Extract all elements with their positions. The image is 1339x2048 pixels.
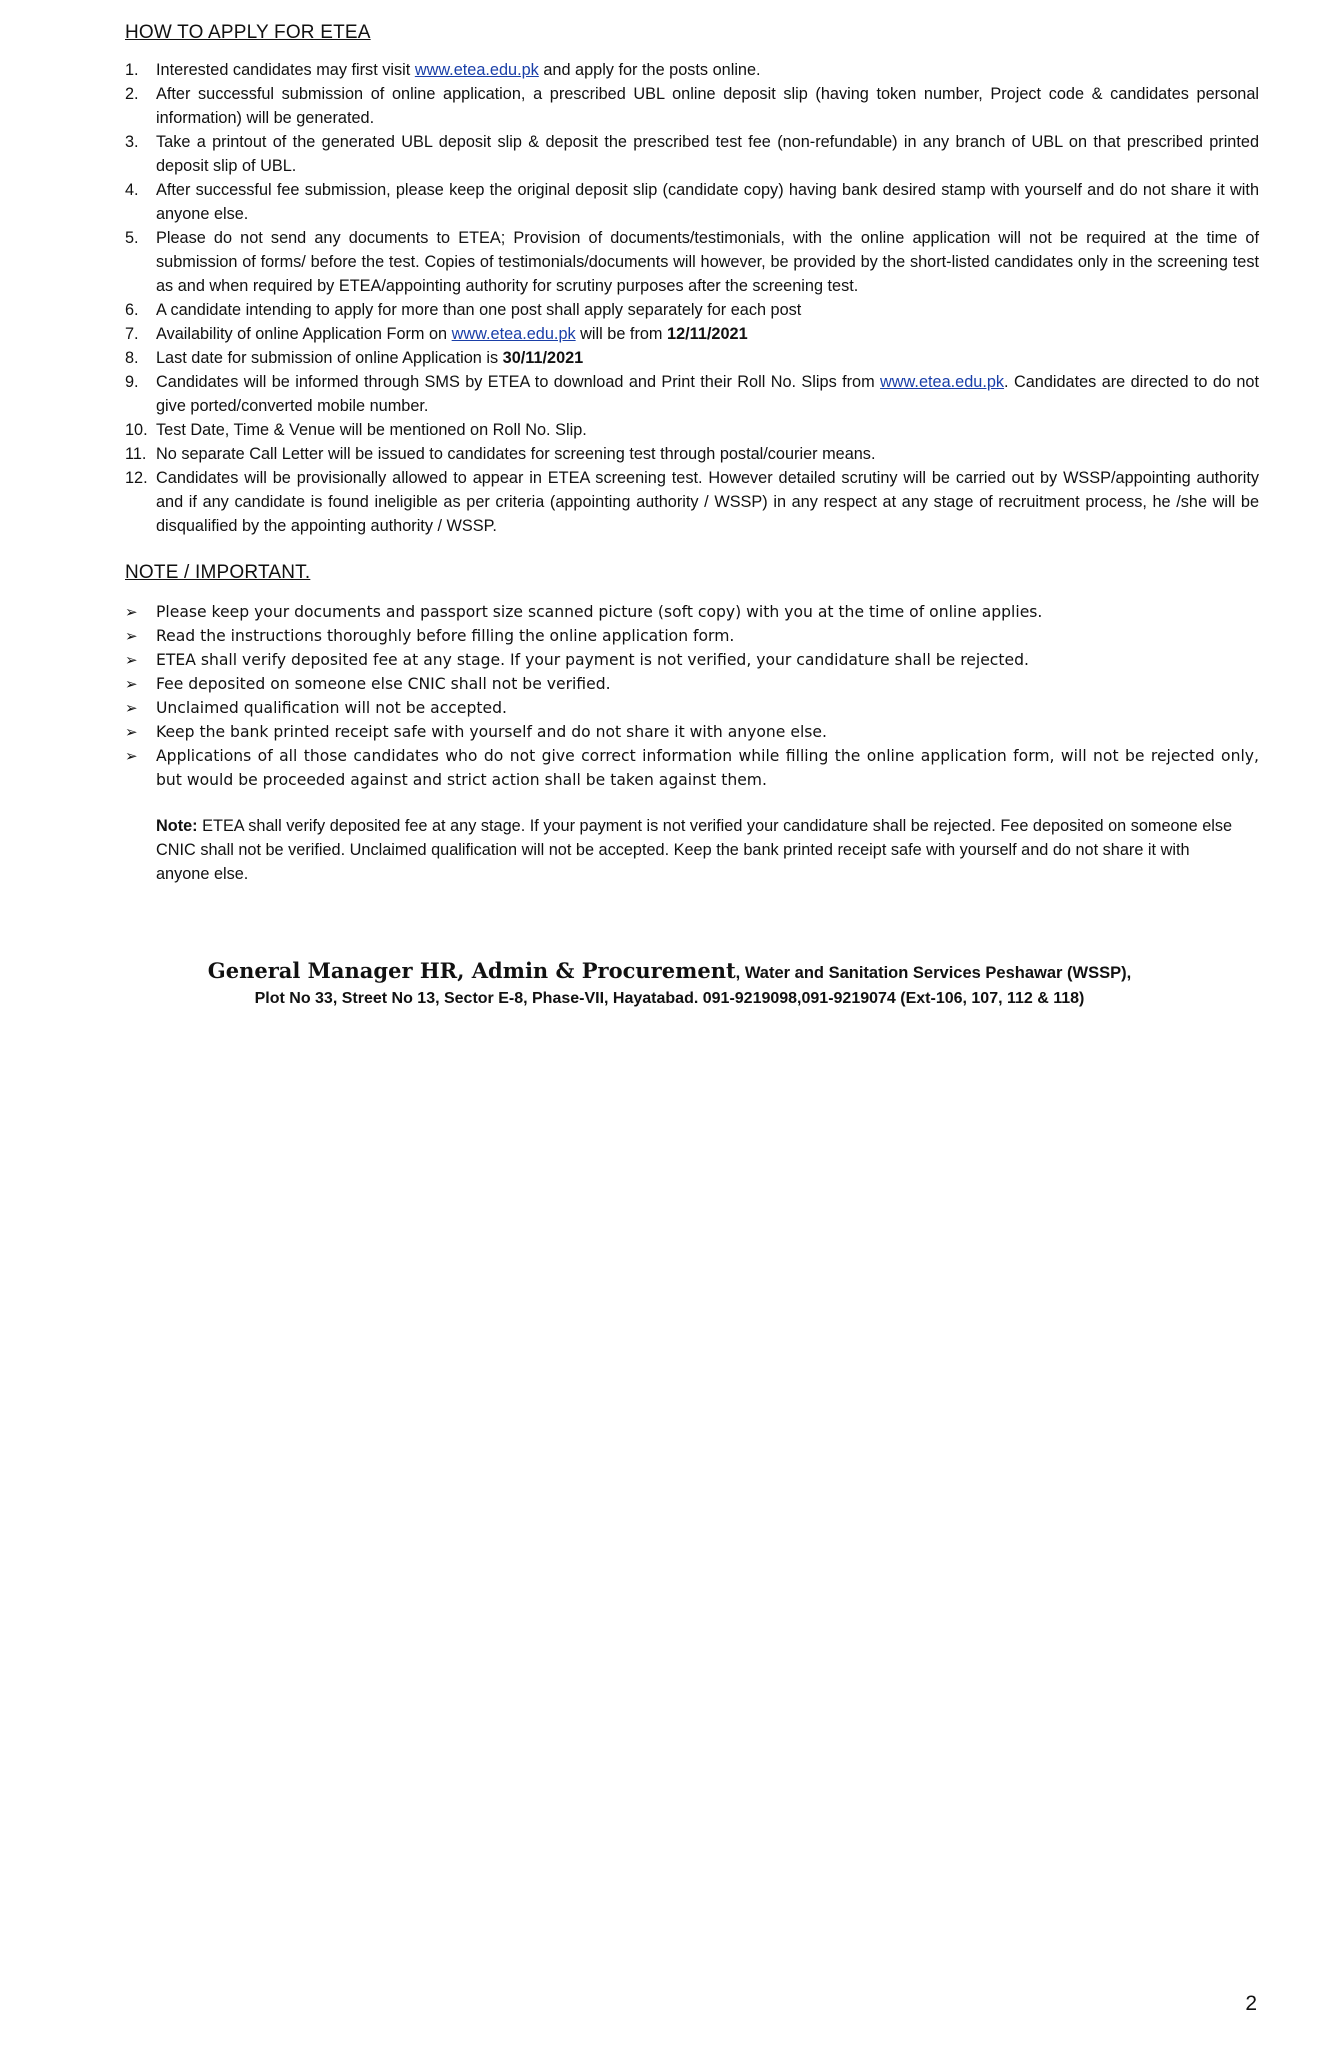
list-item <box>125 672 1259 696</box>
arrow-bullet-icon: ➢ <box>125 699 138 717</box>
list-item <box>125 58 1259 82</box>
list-item <box>125 82 1259 130</box>
item-number: 1. <box>125 61 139 79</box>
list-item <box>125 696 1259 720</box>
contact-address: Plot No 33, Street No 13, Sector E-8, Phase-VII, Hayatabad. 091-9219098,091-9219074 (Ext-106, 107, 112 & 118) <box>254 990 1085 1007</box>
list-item <box>125 442 1259 466</box>
item-text: After successful fee submission, please keep the original deposit slip (candidate copy) having bank desired stamp with yourself and do not share it with anyone else. <box>156 181 1259 223</box>
start-date: 12/11/2021 <box>667 325 748 343</box>
item-number: 9. <box>125 373 139 391</box>
item-number: 5. <box>125 229 139 247</box>
arrow-bullet-icon: ➢ <box>125 675 138 693</box>
item-number: 3. <box>125 133 139 151</box>
etea-link[interactable]: www.etea.edu.pk <box>414 61 539 79</box>
item-text: Candidates will be provisionally allowed to appear in ETEA screening test. However detailed scrutiny will be carried out by WSSP/appointing authority and if any candidate is found ineligible as per criteria (appointing authority / WSSP) in any respect at any stage of recruitment process, he /she will be disqualified by the appointing authority / WSSP. <box>156 469 1259 535</box>
item-text: Please do not send any documents to ETEA; Provision of documents/testimonials, with the online application will not be required at the time of submission of forms/ before the test. Copies of testimonials/documents will however, be provided by the short-listed candidates only in the screening test as and when required by ETEA/appointing authority for scrutiny purposes after the screening test. <box>156 229 1259 295</box>
item-text: Test Date, Time & Venue will be mentioned on Roll No. Slip. <box>156 421 587 439</box>
item-text: No separate Call Letter will be issued to candidates for screening test through postal/courier means. <box>156 445 876 463</box>
list-item <box>125 648 1259 672</box>
list-item <box>125 346 1259 370</box>
bullet-text: Unclaimed qualification will not be accepted. <box>156 699 507 717</box>
signature-footer <box>0 957 1339 1011</box>
list-item <box>125 600 1259 624</box>
list-item <box>125 418 1259 442</box>
etea-link[interactable]: www.etea.edu.pk <box>451 325 576 343</box>
item-text: After successful submission of online application, a prescribed UBL online deposit slip (having token number, Project code & candidates personal information) will be generated. <box>156 85 1259 127</box>
arrow-bullet-icon: ➢ <box>125 603 138 621</box>
how-to-apply-heading: HOW TO APPLY FOR ETEA <box>125 22 371 43</box>
list-item <box>125 744 1259 792</box>
item-text: Candidates will be informed through SMS by ETEA to download and Print their Roll No. Slips from <box>156 373 881 391</box>
item-text: Interested candidates may first visit <box>156 61 415 79</box>
item-number: 4. <box>125 181 139 199</box>
list-item <box>125 298 1259 322</box>
list-item <box>125 466 1259 538</box>
item-text: and apply for the posts online. <box>538 61 761 79</box>
bullet-text: Keep the bank printed receipt safe with yourself and do not share it with anyone else. <box>156 723 827 741</box>
item-number: 12. <box>125 469 148 487</box>
item-number: 8. <box>125 349 139 367</box>
officer-title: General Manager HR, Admin & Procurement <box>207 958 736 983</box>
item-text: will be from <box>575 325 668 343</box>
important-bullets <box>125 600 1259 792</box>
item-number: 7. <box>125 325 139 343</box>
arrow-bullet-icon: ➢ <box>125 747 138 765</box>
bullet-text: Fee deposited on someone else CNIC shall not be verified. <box>156 675 611 693</box>
last-date: 30/11/2021 <box>502 349 584 367</box>
item-text: Availability of online Application Form on <box>156 325 452 343</box>
content-area <box>125 22 1259 886</box>
etea-link[interactable]: www.etea.edu.pk <box>880 373 1005 391</box>
item-number: 2. <box>125 85 139 103</box>
list-item <box>125 322 1259 346</box>
note-label: Note: <box>156 817 198 835</box>
list-item <box>125 130 1259 178</box>
list-item <box>125 624 1259 648</box>
list-item <box>125 370 1259 418</box>
item-number: 11. <box>125 445 147 463</box>
bullet-text: ETEA shall verify deposited fee at any stage. If your payment is not verified, your candidature shall be rejected. <box>156 651 1029 669</box>
steps-list <box>125 58 1259 538</box>
item-text: Last date for submission of online Application is <box>156 349 503 367</box>
bullet-text: Read the instructions thoroughly before filling the online application form. <box>156 627 735 645</box>
list-item <box>125 178 1259 226</box>
item-text: A candidate intending to apply for more than one post shall apply separately for each post <box>156 301 802 319</box>
arrow-bullet-icon: ➢ <box>125 627 138 645</box>
arrow-bullet-icon: ➢ <box>125 651 138 669</box>
list-item <box>125 226 1259 298</box>
note-text: ETEA shall verify deposited fee at any stage. If your payment is not verified your candidature shall be rejected. Fee deposited on someone else CNIC shall not be verified. Unclaimed qualification will not be accepted. Keep the bank printed receipt safe with yourself and do not share it with anyone else. <box>156 817 1233 883</box>
list-item <box>125 720 1259 744</box>
note-important-heading: NOTE / IMPORTANT. <box>125 562 311 583</box>
item-text: . Candidates are directed to do not give ported/converted mobile number. <box>156 373 1259 415</box>
bullet-text: Applications of all those candidates who do not give correct information while filling the online application form, will not be rejected only, but would be proceeded against and strict action shall be taken against them. <box>156 747 1259 789</box>
organization-name: , Water and Sanitation Services Peshawar (WSSP), <box>735 964 1132 982</box>
arrow-bullet-icon: ➢ <box>125 723 138 741</box>
item-number: 6. <box>125 301 139 319</box>
bullet-text: Please keep your documents and passport size scanned picture (soft copy) with you at the time of online applies. <box>156 603 1043 621</box>
page-number: 2 <box>1245 1992 1257 2015</box>
footer-title-line <box>0 957 1339 987</box>
item-text: Take a printout of the generated UBL deposit slip & deposit the prescribed test fee (non-refundable) in any branch of UBL on that prescribed printed deposit slip of UBL. <box>156 133 1259 175</box>
item-number: 10. <box>125 421 148 439</box>
note-paragraph <box>156 814 1236 886</box>
